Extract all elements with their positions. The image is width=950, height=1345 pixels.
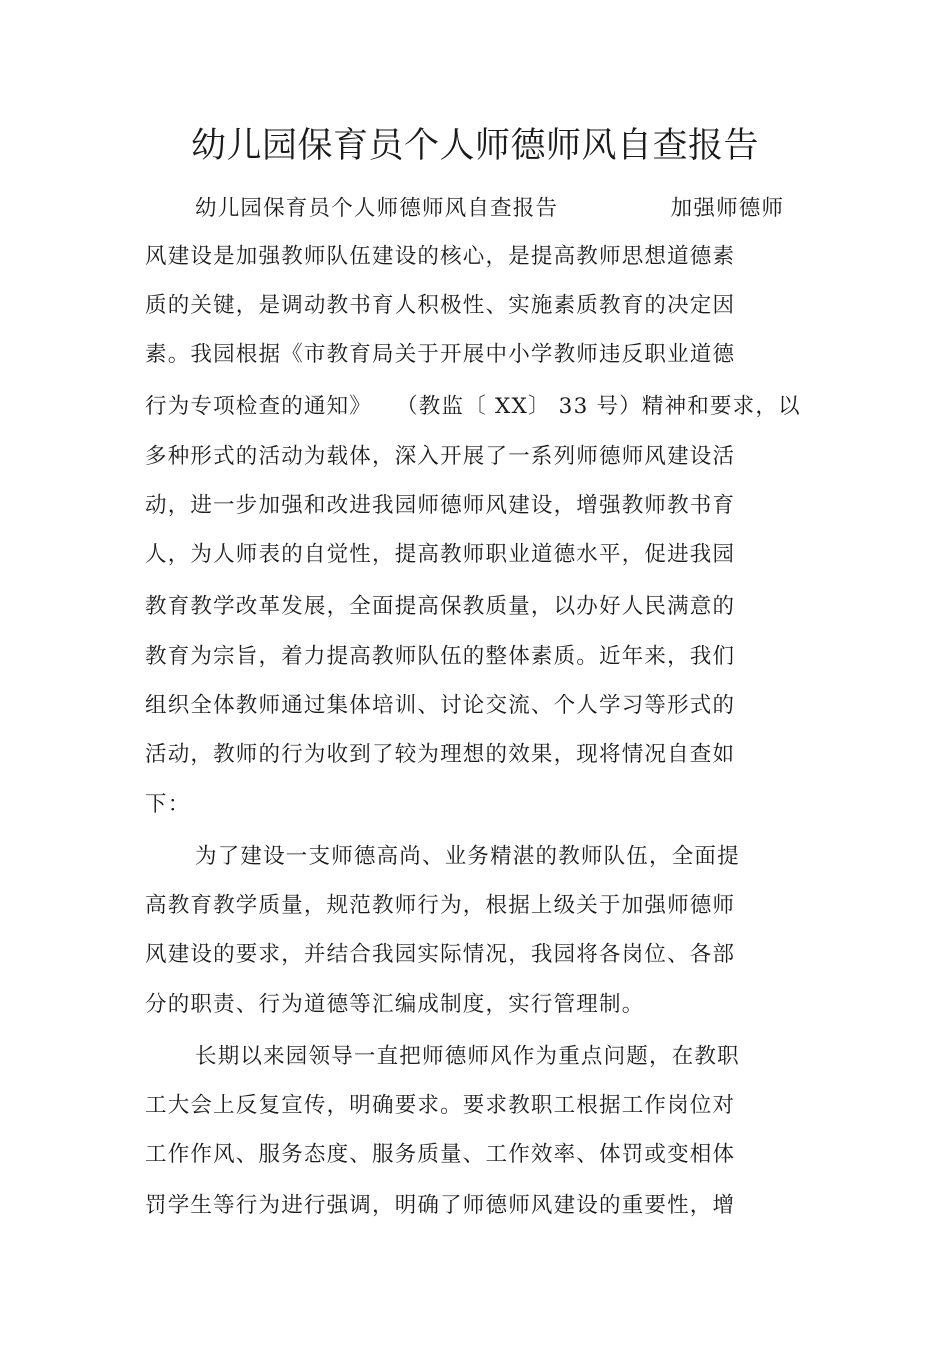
paragraph-line: 多种形式的活动为载体，深入开展了一系列师德师风建设活 xyxy=(145,444,736,469)
paragraph-line: 素。我园根据《市教育局关于开展中小学教师违反职业道德 xyxy=(145,342,736,367)
paragraph-line: 动，进一步加强和改进我园师德师风建设，增强教师教书育 xyxy=(145,493,736,518)
paragraph-line: 为了建设一支师德高尚、业务精湛的教师队伍，全面提 xyxy=(195,844,740,869)
paragraph-line: 教育为宗旨，着力提高教师队伍的整体素质。近年来，我们 xyxy=(145,644,736,669)
paragraph-line: 风建设是加强教师队伍建设的核心，是提高教师思想道德素 xyxy=(145,244,736,269)
paragraph-line: 高教育教学质量，规范教师行为，根据上级关于加强师德师 xyxy=(145,893,736,918)
paragraph-line: 幼儿园保育员个人师德师风自查报告 加强师德师 xyxy=(195,196,785,221)
paragraph-line: 下： xyxy=(145,792,191,817)
paragraph-line: 长期以来园领导一直把师德师风作为重点问题，在教职 xyxy=(195,1044,740,1069)
paragraph-line: 工大会上反复宣传，明确要求。要求教职工根据工作岗位对 xyxy=(145,1093,736,1118)
page-title: 幼儿园保育员个人师德师风自查报告 xyxy=(190,126,759,166)
paragraph-line: 分的职责、行为道德等汇编成制度，实行管理制。 xyxy=(145,992,645,1017)
paragraph-line: 罚学生等行为进行强调，明确了师德师风建设的重要性，增 xyxy=(145,1193,736,1218)
paragraph-line: 活动，教师的行为收到了较为理想的效果，现将情况自查如 xyxy=(145,742,736,767)
paragraph-line: 风建设的要求，并结合我园实际情况，我园将各岗位、各部 xyxy=(145,942,736,967)
paragraph-line: 质的关键，是调动教书育人积极性、实施素质教育的决定因 xyxy=(145,293,736,318)
paragraph-line: 教育教学改革发展，全面提高保教质量，以办好人民满意的 xyxy=(145,594,736,619)
paragraph-line: 行为专项检查的通知》 （教监〔 XX〕 33 号）精神和要求，以 xyxy=(145,394,801,419)
paragraph-line: 工作作风、服务态度、服务质量、工作效率、体罚或变相体 xyxy=(145,1142,736,1167)
paragraph-line: 组织全体教师通过集体培训、讨论交流、个人学习等形式的 xyxy=(145,693,736,718)
paragraph-line: 人，为人师表的自觉性，提高教师职业道德水平，促进我园 xyxy=(145,542,736,567)
